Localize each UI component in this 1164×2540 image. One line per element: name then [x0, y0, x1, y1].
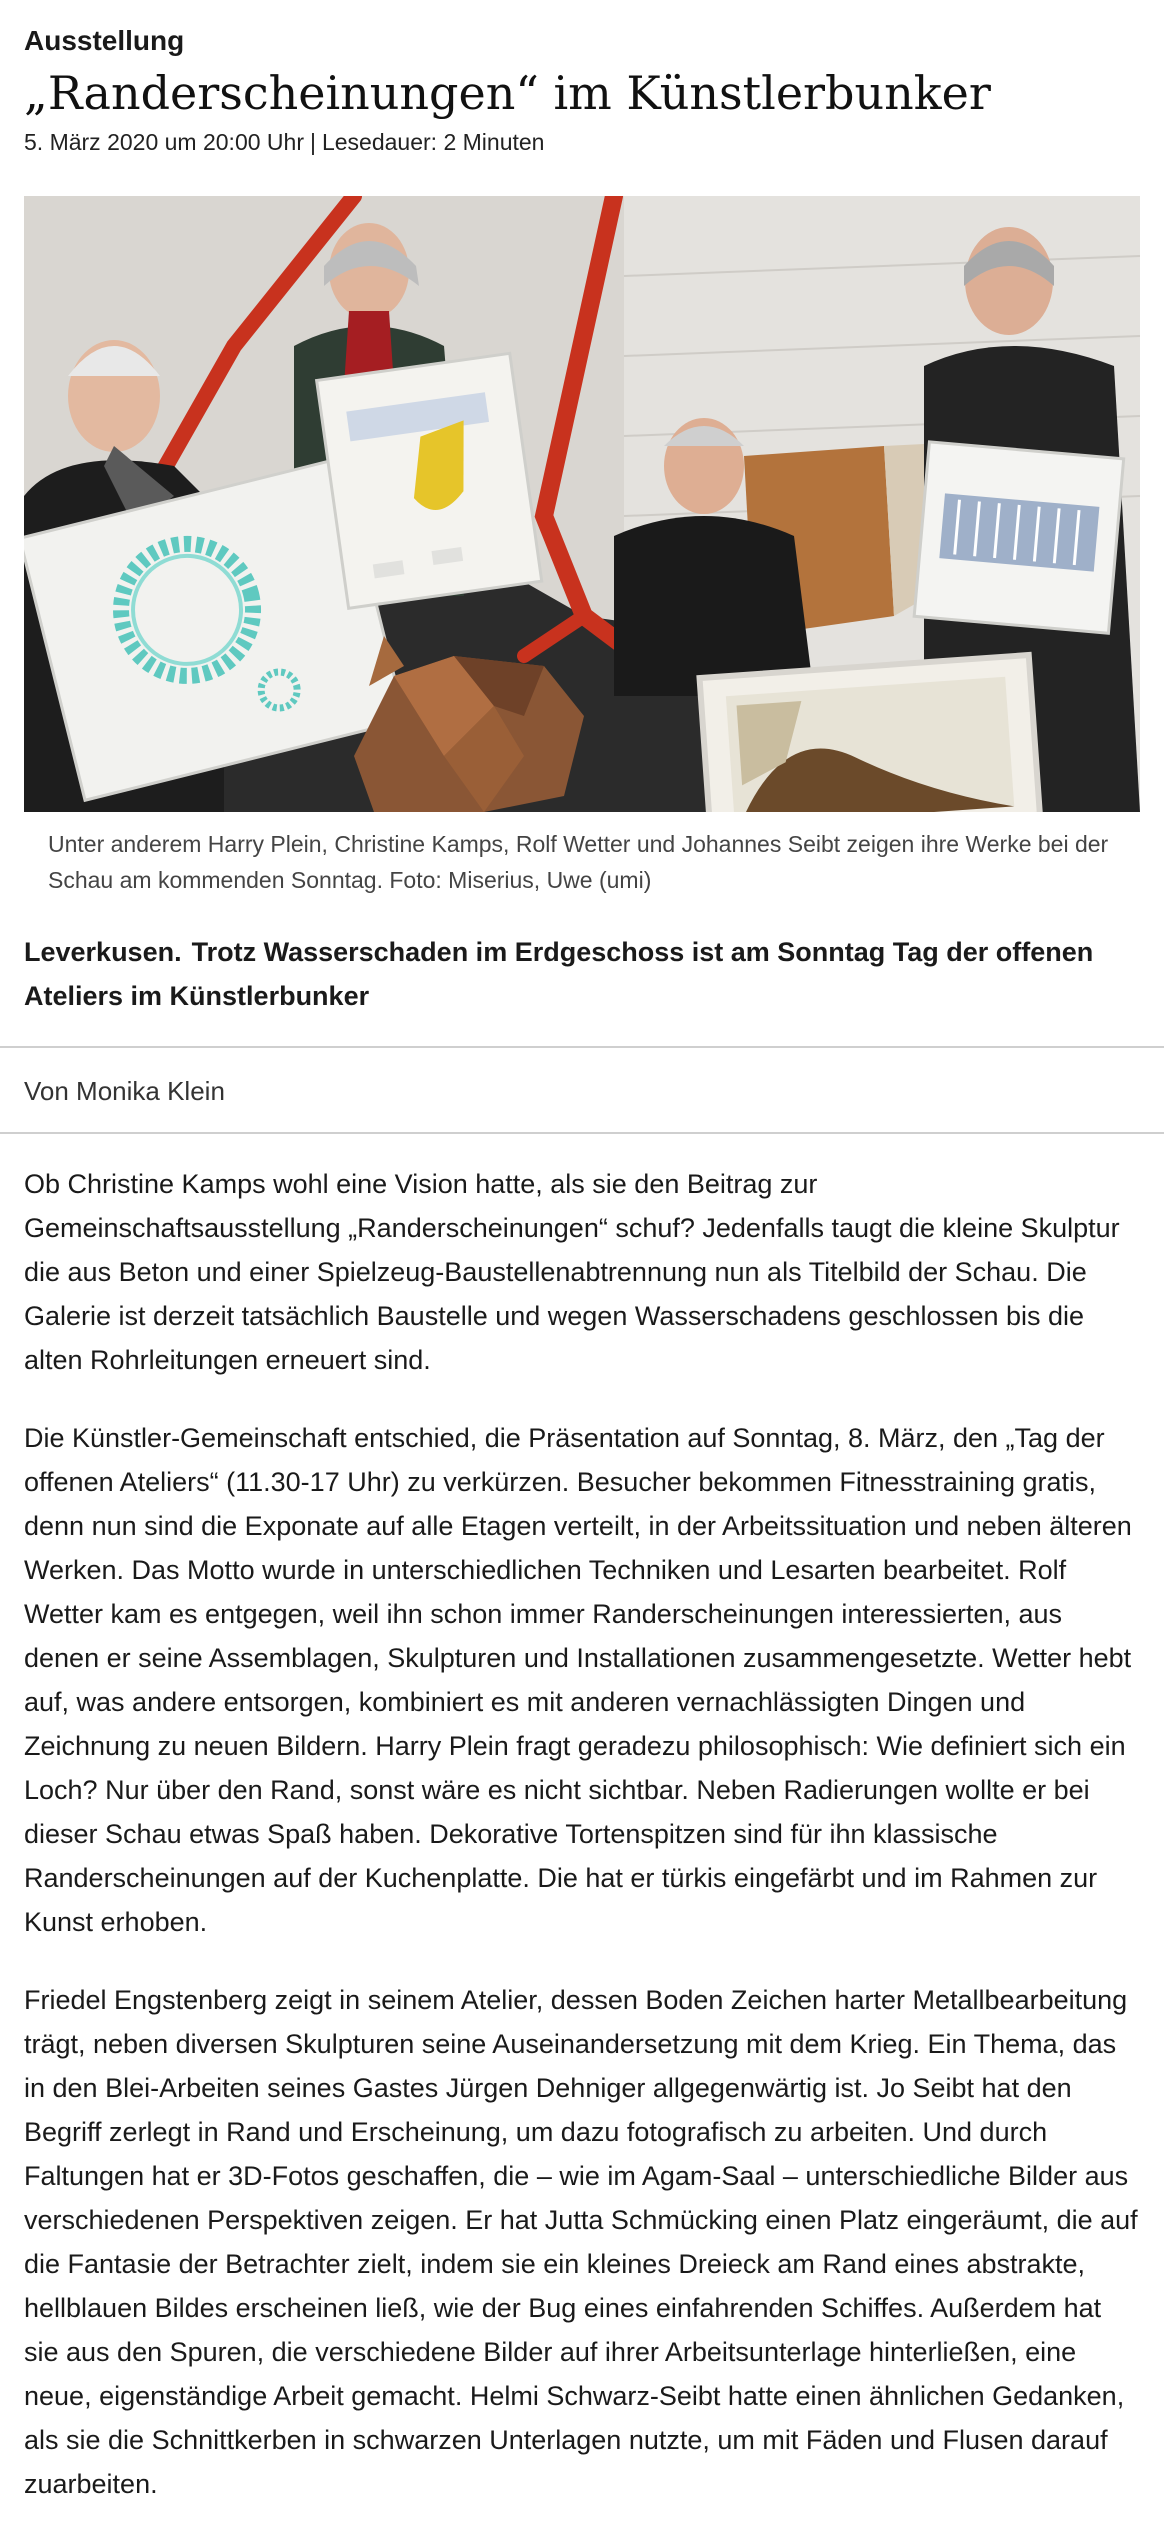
article-date: 5. März 2020 um 20:00 Uhr	[24, 129, 304, 155]
article-kicker: Ausstellung	[24, 25, 185, 56]
article-figure	[0, 196, 1164, 898]
lead-text: Trotz Wasserschaden im Erdgeschoss ist am Sonntag Tag der offenen Ateliers im Künstlerbunker	[24, 937, 1094, 1011]
body-paragraph: Ob Christine Kamps wohl eine Vision hatte, als sie den Beitrag zur Gemeinschaftsausstellung „Randerscheinungen“ schuf? Jedenfalls taugt die kleine Skulptur die aus Beton und einer Spielzeug-Baustellenabtrennung nun als Titelbild der Schau. Die Galerie ist derzeit tatsächlich Baustelle und wegen Wasserschadens geschlossen bis die alten Rohrleitungen erneuert sind.	[24, 1169, 1120, 1375]
body-paragraph: Friedel Engstenberg zeigt in seinem Atelier, dessen Boden Zeichen harter Metallbearbeitung trägt, neben diversen Skulpturen seine Auseinandersetzung mit dem Krieg. Ein Thema, das in den Blei-Arbeiten seines Gastes Jürgen Dehniger allgegenwärtig ist. Jo Seibt hat den Begriff zerlegt in Rand und Erscheinung, um dazu fotografisch zu arbeiten. Und durch Faltungen hat er 3D-Fotos geschaffen, die – wie im Agam-Saal – unterschiedliche Bilder aus verschiedenen Perspektiven zeigen. Er hat Jutta Schmücking einen Platz eingeräumt, die auf die Fantasie der Betrachter zielt, indem sie ein kleines Dreieck am Rand eines abstrakte, hellblauen Bildes erscheinen ließ, wie der Bug eines einfahrenden Schiffes. Außerdem hat sie aus den Spuren, die verschiedene Bilder auf ihrer Arbeitsunterlage hinterließen, eine neue, eigenständige Arbeit gemacht. Helmi Schwarz-Seibt hatte einen ähnlichen Gedanken, als sie die Schnittkerben in schwarzen Unterlagen nutzte, um mit Fäden und Flusen darauf zuarbeiten.	[24, 1985, 1138, 2499]
article-photo[interactable]	[24, 196, 1140, 812]
article-title: „Randerscheinungen“ im Künstlerbunker	[24, 66, 991, 120]
article-body	[0, 1134, 1164, 2506]
photo-caption: Unter anderem Harry Plein, Christine Kamps, Rolf Wetter und Johannes Seibt zeigen ihre Werke bei der Schau am kommenden Sonntag. Foto: Miserius, Uwe (umi)	[48, 831, 1109, 893]
photo-illustration	[24, 196, 1140, 812]
body-paragraph: Die Künstler-Gemeinschaft entschied, die Präsentation auf Sonntag, 8. März, den „Tag der offenen Ateliers“ (11.30-17 Uhr) zu verkürzen. Besucher bekommen Fitnesstraining gratis, denn nun sind die Exponate auf alle Etagen verteilt, in der Arbeitssituation und neben älteren Werken. Das Motto wurde in unterschiedlichen Techniken und Lesarten bearbeitet. Rolf Wetter kam es entgegen, weil ihn schon immer Randerscheinungen interessierten, aus denen er seine Assemblagen, Skulpturen und Installationen zusammengesetzte. Wetter hebt auf, was andere entsorgen, kombiniert es mit anderen vernachlässigten Dingen und Zeichnung zu neuen Bildern. Harry Plein fragt geradezu philosophisch: Wie definiert sich ein Loch? Nur über den Rand, sonst wäre es nicht sichtbar. Neben Radierungen wollte er bei dieser Schau etwas Spaß haben. Dekorative Tortenspitzen sind für ihn klassische Randerscheinungen auf der Kuchenplatte. Die hat er türkis eingefärbt und im Rahmen zur Kunst erhoben.	[24, 1423, 1132, 1937]
byline: Von Monika Klein	[24, 1076, 225, 1106]
meta-separator: |	[309, 129, 316, 155]
article-header	[0, 0, 1164, 158]
lead-place: Leverkusen.	[24, 937, 182, 967]
article-lead	[0, 898, 1164, 1018]
article-meta	[24, 126, 1140, 158]
reading-time: Lesedauer: 2 Minuten	[321, 129, 545, 155]
